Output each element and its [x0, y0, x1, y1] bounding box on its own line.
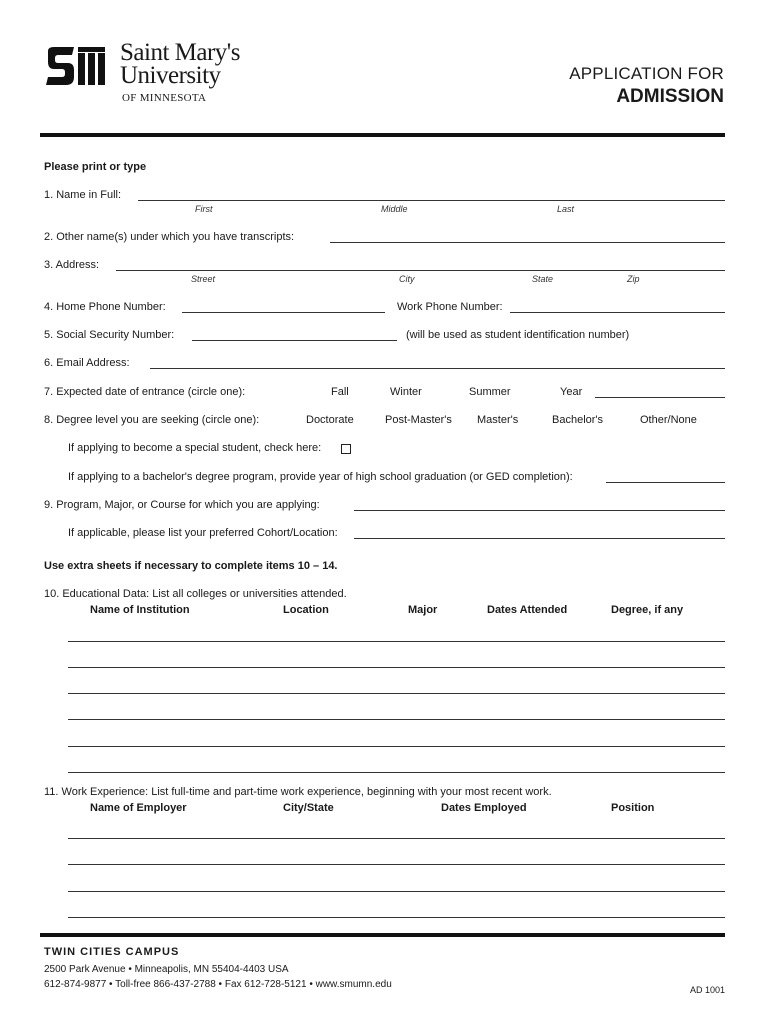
- q3-label: 3. Address:: [44, 259, 100, 271]
- q10-col-degree: Degree, if any: [611, 604, 684, 616]
- option-other-none[interactable]: Other/None: [640, 414, 697, 426]
- education-row-line[interactable]: [68, 746, 725, 747]
- work-row-line[interactable]: [68, 864, 725, 865]
- q10-col-dates: Dates Attended: [487, 604, 568, 616]
- q8-label: 8. Degree level you are seeking (circle one):: [44, 414, 260, 426]
- work-row-line[interactable]: [68, 917, 725, 918]
- university-logo-mark: [44, 45, 110, 87]
- q2-label: 2. Other name(s) under which you have transcripts:: [44, 231, 295, 243]
- education-row-line[interactable]: [68, 719, 725, 720]
- q6-label: 6. Email Address:: [44, 357, 130, 369]
- q11-col-position: Position: [611, 802, 655, 814]
- option-winter[interactable]: Winter: [390, 386, 422, 398]
- logo: [44, 39, 274, 107]
- education-row-line[interactable]: [68, 641, 725, 642]
- intro-text: Please print or type: [44, 161, 147, 173]
- header-divider: [40, 133, 725, 137]
- q10-label: 10. Educational Data: List all colleges or universities attended.: [44, 588, 347, 600]
- program-input[interactable]: [354, 510, 725, 511]
- special-student-label: If applying to become a special student, check here:: [68, 442, 322, 454]
- special-student-checkbox[interactable]: [341, 444, 351, 454]
- campus-name: TWIN CITIES CAMPUS: [44, 946, 180, 958]
- q1-middle-hint: Middle: [381, 204, 408, 214]
- address-input[interactable]: [116, 270, 725, 271]
- cohort-label: If applicable, please list your preferred Cohort/Location:: [68, 527, 338, 539]
- q5-note: (will be used as student identification number): [406, 329, 630, 341]
- option-year[interactable]: Year: [560, 386, 583, 398]
- option-bachelors[interactable]: Bachelor's: [552, 414, 604, 426]
- campus-address: 2500 Park Avenue • Minneapolis, MN 55404-4403 USA: [44, 964, 289, 975]
- education-row-line[interactable]: [68, 693, 725, 694]
- q11-col-city-state: City/State: [283, 802, 334, 814]
- name-input[interactable]: [138, 200, 725, 201]
- q3-city-hint: City: [399, 274, 415, 284]
- option-doctorate[interactable]: Doctorate: [306, 414, 354, 426]
- title-line1: APPLICATION FOR: [569, 64, 724, 83]
- q11-label: 11. Work Experience: List full-time and part-time work experience, beginning with your most recent work.: [44, 786, 552, 798]
- education-row-line[interactable]: [68, 772, 725, 773]
- q1-first-hint: First: [195, 204, 213, 214]
- form-code: AD 1001: [689, 985, 725, 995]
- cohort-input[interactable]: [354, 538, 725, 539]
- email-input[interactable]: [150, 368, 725, 369]
- ssn-input[interactable]: [192, 340, 397, 341]
- q1-last-hint: Last: [557, 204, 575, 214]
- graduation-year-input[interactable]: [606, 482, 725, 483]
- q3-state-hint: State: [532, 274, 554, 284]
- q3-zip-hint: Zip: [627, 274, 640, 284]
- logo-line3: OF MINNESOTA: [122, 92, 207, 104]
- work-row-line[interactable]: [68, 891, 725, 892]
- q10-col-institution: Name of Institution: [90, 604, 190, 616]
- footer-divider: [40, 933, 725, 937]
- q11-col-dates-employed: Dates Employed: [441, 802, 527, 814]
- campus-contact: 612-874-9877 • Toll-free 866-437-2788 • Fax 612-728-5121 • www.smumn.edu: [44, 979, 392, 990]
- q4-work-label: Work Phone Number:: [397, 301, 503, 313]
- q11-col-employer: Name of Employer: [90, 802, 187, 814]
- q10-col-location: Location: [283, 604, 329, 616]
- bachelor-note: If applying to a bachelor's degree program, provide year of high school graduation (or GED completion):: [68, 471, 573, 483]
- work-row-line[interactable]: [68, 838, 725, 839]
- q1-label: 1. Name in Full:: [44, 189, 122, 201]
- extra-sheets-note: Use extra sheets if necessary to complete items 10 – 14.: [44, 560, 338, 572]
- logo-line2: University: [120, 62, 221, 89]
- option-masters[interactable]: Master's: [477, 414, 519, 426]
- option-fall[interactable]: Fall: [331, 386, 349, 398]
- home-phone-input[interactable]: [182, 312, 385, 313]
- q9-label: 9. Program, Major, or Course for which you are applying:: [44, 499, 320, 511]
- page-title: ADMISSION: [616, 86, 724, 107]
- q3-street-hint: Street: [191, 274, 216, 284]
- logo-line1: Saint Mary's: [120, 39, 241, 66]
- option-summer[interactable]: Summer: [469, 386, 511, 398]
- other-names-input[interactable]: [330, 242, 725, 243]
- education-row-line[interactable]: [68, 667, 725, 668]
- q7-label: 7. Expected date of entrance (circle one):: [44, 386, 246, 398]
- q5-label: 5. Social Security Number:: [44, 329, 175, 341]
- year-input[interactable]: [595, 397, 725, 398]
- option-post-masters[interactable]: Post-Master's: [385, 414, 452, 426]
- q10-col-major: Major: [408, 604, 438, 616]
- work-phone-input[interactable]: [510, 312, 725, 313]
- q4-label: 4. Home Phone Number:: [44, 301, 166, 313]
